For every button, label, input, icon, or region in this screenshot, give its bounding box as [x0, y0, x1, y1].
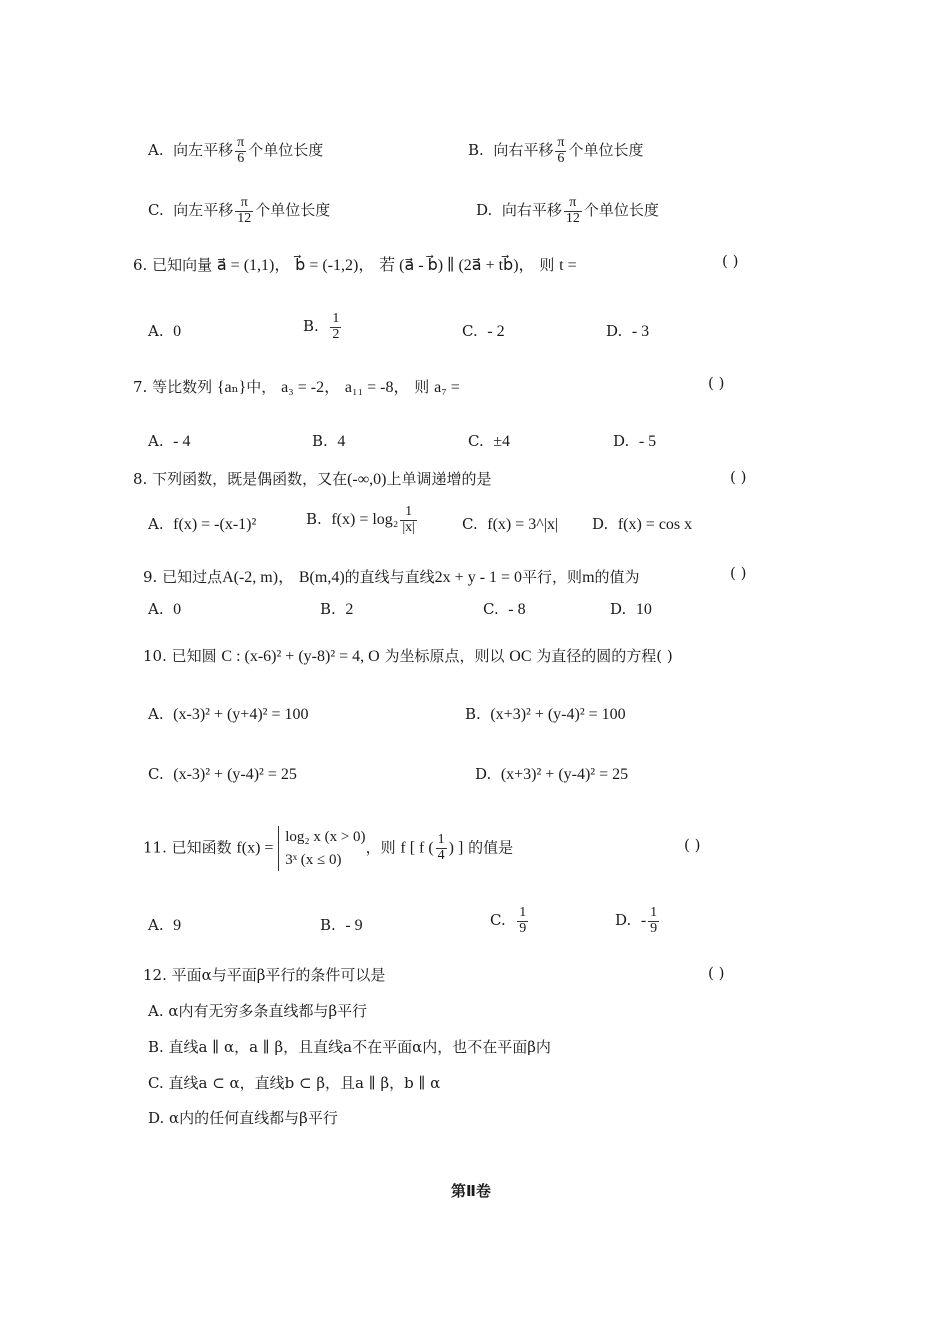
- fraction: [555, 136, 566, 166]
- question-text: 的值为: [594, 568, 640, 586]
- q11-stem: [143, 826, 513, 871]
- option-label: A.: [148, 916, 164, 934]
- q12-stem: 12. 平面α与平面β平行的条件可以是: [143, 966, 386, 984]
- option-label: C.: [483, 600, 499, 618]
- q7-stem: [133, 374, 460, 397]
- question-text: ，则: [365, 838, 396, 857]
- q11-option-d: [615, 906, 661, 936]
- q7-option-b: [312, 432, 345, 451]
- option-text: 向左平移: [173, 201, 234, 220]
- option-value: 0: [173, 323, 182, 340]
- piecewise-definition: [278, 826, 365, 871]
- q10-option-a: [148, 705, 308, 724]
- math-expression: ) ]: [448, 839, 464, 857]
- fraction-numerator: π: [235, 196, 253, 212]
- option-label: D.: [606, 322, 623, 340]
- q5-option-b: [468, 136, 643, 166]
- option-value: - 5: [638, 433, 657, 450]
- fraction-numerator: 1: [650, 905, 658, 920]
- math-expression: a⃗ = (1,1)，: [216, 257, 291, 274]
- fraction: [330, 312, 341, 342]
- q12-option-c: C. 直线a ⊂ α，直线b ⊂ β，且a ∥ β，b ∥ α: [148, 1074, 441, 1092]
- math-expression: A(-2, m)，: [222, 569, 295, 586]
- q8-answer-paren: ( ): [730, 468, 747, 486]
- option-value: (x+3)² + (y-4)² = 100: [490, 706, 626, 723]
- fraction-numerator: 1: [400, 505, 417, 521]
- option-value: 10: [635, 601, 652, 618]
- math-expression: t =: [559, 257, 577, 274]
- math-expression: OC: [509, 648, 532, 665]
- option-label: A.: [148, 600, 164, 618]
- q7-option-d: [613, 432, 656, 451]
- q12-option-a: A. α内有无穷多条直线都与β平行: [148, 1002, 368, 1020]
- option-text: 向左平移: [173, 141, 234, 160]
- fraction-denominator: 4: [437, 848, 445, 863]
- q5-option-d: [476, 196, 659, 226]
- q10-answer-paren: ( ): [656, 647, 673, 665]
- q6-option-c: [462, 322, 505, 341]
- q11-option-c: [490, 906, 530, 936]
- q10-option-d: [475, 765, 628, 784]
- option-value: f(x) = 3^|x|: [487, 516, 559, 533]
- fraction: [235, 136, 246, 166]
- math-expression: (-∞,0): [347, 471, 387, 488]
- q5-option-c: [148, 196, 330, 226]
- math-expression: a₁₁ = -8，: [344, 379, 410, 396]
- q9-answer-paren: ( ): [730, 564, 747, 582]
- option-value: - 8: [508, 601, 526, 618]
- option-text: 个单位长度: [583, 201, 659, 220]
- math-expression: f(x) =: [236, 839, 274, 857]
- q10-stem: [143, 645, 673, 666]
- option-label: C.: [148, 201, 164, 220]
- option-label: C.: [490, 911, 506, 930]
- fraction-denominator: 6: [237, 150, 245, 166]
- option-value: 2: [345, 601, 354, 618]
- q10-option-c: [148, 765, 297, 784]
- option-value: (x+3)² + (y-4)² = 25: [500, 766, 629, 783]
- question-text: 为直径的圆的方程: [536, 647, 657, 665]
- q8-option-b: [306, 505, 419, 535]
- q12-option-d: D. α内的任何直线都与β平行: [148, 1109, 338, 1127]
- math-expression: B(m,4): [298, 569, 345, 586]
- q11-option-b: [320, 916, 363, 935]
- math-expression: C : (x-6)² + (y-8)² = 4, O: [221, 648, 380, 665]
- math-expression: 若 (a⃗ - b⃗) ∥ (2a⃗ + tb⃗)，: [379, 257, 535, 274]
- math-expression: a₇ =: [434, 379, 460, 396]
- q5-option-a: [148, 136, 323, 166]
- question-text: 10. 已知圆: [143, 647, 217, 665]
- fraction: [517, 906, 528, 936]
- option-value: f(x) = -(x-1)²: [173, 516, 257, 533]
- q6-stem: [133, 252, 577, 275]
- option-value: f(x) = cos x: [617, 516, 693, 533]
- question-text: 7. 等比数列: [133, 378, 213, 396]
- option-label: C.: [462, 515, 478, 533]
- fraction-denominator: 9: [650, 920, 658, 936]
- q12-answer-paren: ( ): [708, 964, 725, 982]
- option-value: ±4: [493, 433, 511, 450]
- q6-answer-paren: ( ): [722, 252, 739, 270]
- math-expression: m: [582, 569, 595, 586]
- fraction-numerator: π: [237, 135, 245, 150]
- q12-option-b: B. 直线a ∥ α，a ∥ β，且直线a不在平面α内，也不在平面β内: [148, 1038, 551, 1056]
- option-value: f(x) = log₂: [331, 511, 399, 529]
- option-label: A.: [148, 515, 164, 533]
- question-text: 的直线与直线: [344, 568, 435, 586]
- q8-option-c: [462, 515, 558, 534]
- question-text: 6. 已知向量: [133, 256, 213, 274]
- fraction-numerator: π: [564, 196, 582, 212]
- piecewise-case: log₂ x (x > 0): [285, 829, 366, 845]
- q7-option-a: [148, 432, 190, 451]
- question-text: 为坐标原点，则以: [384, 647, 505, 665]
- option-label: D.: [613, 432, 630, 450]
- q9-option-d: [610, 600, 652, 619]
- q8-stem: [133, 468, 492, 489]
- q8-option-a: [148, 515, 256, 534]
- q7-option-c: [468, 432, 510, 451]
- fraction: [648, 906, 659, 936]
- fraction: [400, 505, 417, 535]
- q6-option-d: [606, 322, 649, 341]
- question-text: 中，: [246, 378, 277, 396]
- fraction-denominator: 2: [332, 326, 340, 342]
- question-text: 9. 已知过点: [143, 568, 223, 586]
- fraction-numerator: 1: [519, 905, 527, 920]
- math-expression: f [ f (: [400, 839, 434, 857]
- fraction-denominator: |x|: [402, 519, 415, 535]
- fraction-denominator: 12: [565, 210, 580, 226]
- option-value: -: [640, 912, 647, 930]
- option-label: D.: [475, 765, 492, 783]
- option-value: (x-3)² + (y+4)² = 100: [173, 706, 309, 723]
- fraction-denominator: 6: [557, 150, 565, 166]
- option-value: (x-3)² + (y-4)² = 25: [173, 766, 297, 783]
- option-label: A.: [148, 141, 164, 160]
- math-expression: b⃗ = (-1,2)，: [295, 257, 375, 274]
- option-label: D.: [592, 515, 609, 533]
- q8-option-d: [592, 515, 692, 534]
- question-text: 上单调递增的是: [386, 470, 492, 488]
- option-value: - 9: [345, 917, 363, 934]
- fraction: [436, 833, 447, 863]
- fraction-denominator: 9: [519, 920, 527, 936]
- math-expression: 2x + y - 1 = 0: [434, 569, 523, 586]
- option-value: - 3: [631, 323, 650, 340]
- fraction-numerator: π: [557, 135, 565, 150]
- option-value: - 4: [173, 433, 191, 450]
- math-expression: a₃ = -2，: [281, 379, 341, 396]
- option-label: B.: [303, 317, 319, 336]
- q7-answer-paren: ( ): [708, 374, 725, 392]
- option-value: - 2: [487, 323, 505, 340]
- option-label: C.: [148, 765, 164, 783]
- q6-option-b: [303, 312, 343, 342]
- option-label: C.: [462, 322, 478, 340]
- option-label: D.: [476, 201, 493, 220]
- question-text: 则: [414, 378, 430, 396]
- option-label: B.: [468, 141, 484, 160]
- q6-option-a: [148, 322, 181, 341]
- question-text: 11. 已知函数: [143, 838, 232, 857]
- option-text: 向右平移: [493, 141, 554, 160]
- question-text: 8. 下列函数，既是偶函数，又在: [133, 470, 348, 488]
- fraction-numerator: 1: [437, 832, 445, 848]
- option-label: D.: [610, 600, 627, 618]
- q11-option-a: [148, 916, 181, 935]
- q9-option-a: [148, 600, 181, 619]
- option-label: A.: [148, 322, 164, 340]
- option-text: 个单位长度: [255, 201, 331, 220]
- q9-stem: [143, 564, 640, 587]
- q9-option-c: [483, 600, 526, 619]
- option-label: B.: [320, 916, 336, 934]
- option-label: A.: [148, 705, 164, 723]
- question-text: 则: [539, 256, 555, 274]
- fraction-denominator: 12: [237, 210, 252, 226]
- option-label: C.: [468, 432, 484, 450]
- option-label: B.: [312, 432, 328, 450]
- question-text: 平行，则: [522, 568, 583, 586]
- q9-option-b: [320, 600, 353, 619]
- piecewise-case: 3ˣ (x ≤ 0): [285, 851, 342, 868]
- option-value: 9: [173, 917, 182, 934]
- option-label: D.: [615, 911, 632, 930]
- fraction: [235, 196, 253, 226]
- q10-option-b: [465, 705, 626, 724]
- math-expression: {aₙ}: [216, 379, 247, 396]
- option-label: A.: [148, 432, 164, 450]
- option-text: 个单位长度: [248, 141, 324, 160]
- fraction-numerator: 1: [332, 311, 340, 326]
- option-text: 向右平移: [501, 201, 562, 220]
- option-label: B.: [465, 705, 481, 723]
- option-value: 0: [173, 601, 182, 618]
- q11-answer-paren: ( ): [684, 836, 701, 854]
- option-value: 4: [337, 433, 346, 450]
- question-text: 的值是: [468, 838, 514, 857]
- option-label: B.: [320, 600, 336, 618]
- section-title: 第Ⅱ卷: [451, 1182, 491, 1200]
- fraction: [564, 196, 582, 226]
- option-label: B.: [306, 510, 322, 529]
- option-text: 个单位长度: [568, 141, 644, 160]
